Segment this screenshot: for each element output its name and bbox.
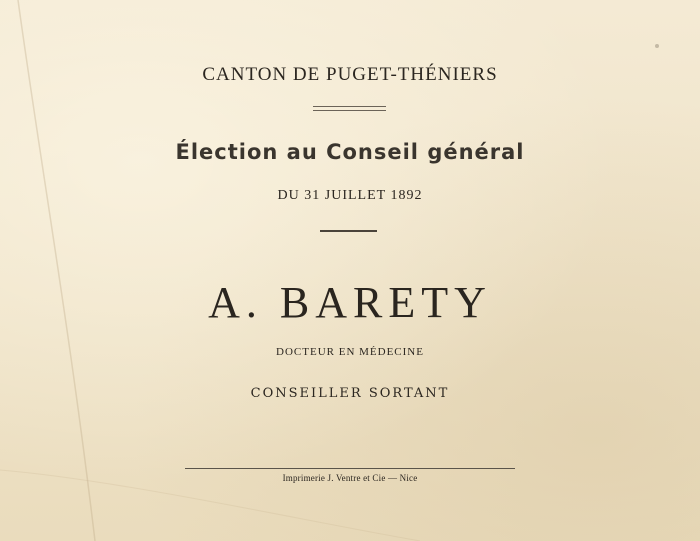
candidate-profession: DOCTEUR EN MÉDECINE xyxy=(276,346,424,358)
double-divider xyxy=(313,106,386,111)
short-divider xyxy=(320,230,377,232)
election-title: Élection au Conseil général xyxy=(175,140,525,164)
printer-credit: Imprimerie J. Ventre et Cie — Nice xyxy=(282,473,418,483)
candidate-name: A. BARETY xyxy=(208,278,492,327)
canton-heading: CANTON DE PUGET-THÉNIERS xyxy=(202,64,498,85)
footer-divider xyxy=(185,468,515,469)
election-date: DU 31 JUILLET 1892 xyxy=(277,188,423,203)
candidate-status: CONSEILLER SORTANT xyxy=(250,386,450,401)
